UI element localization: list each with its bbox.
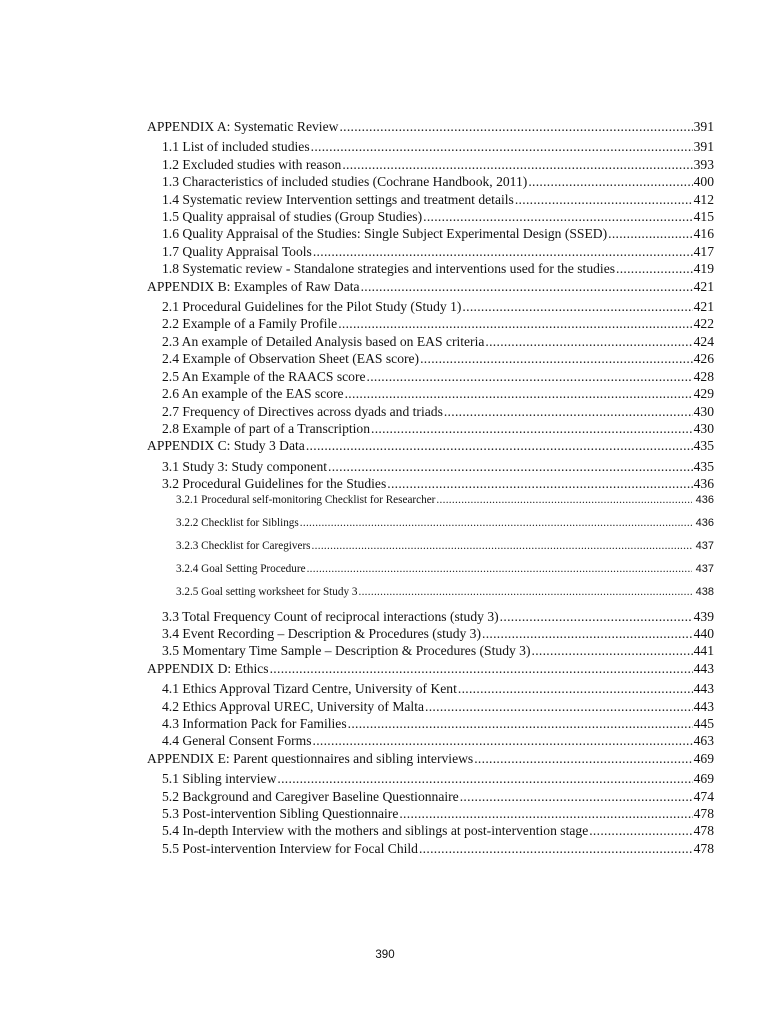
toc-entry-title: 2.1 Procedural Guidelines for the Pilot Study (Study 1) [162, 299, 462, 315]
toc-entry-page: 441 [693, 643, 714, 659]
toc-entry-page: 391 [693, 139, 714, 155]
toc-entry-page: 478 [693, 806, 714, 821]
dot-leader [482, 625, 693, 642]
toc-entry-page: 478 [693, 840, 714, 856]
toc-entry-title: 4.4 General Consent Forms [162, 733, 312, 749]
toc-entry-title: 3.2 Procedural Guidelines for the Studies [162, 476, 387, 492]
dot-leader [528, 173, 692, 190]
toc-entry-page: 421 [693, 299, 714, 315]
toc-section-entry [147, 333, 714, 350]
toc-appendix-heading [147, 750, 714, 767]
toc-section-entry [147, 625, 714, 642]
toc-entry-page: 439 [693, 608, 714, 624]
toc-entry-title: APPENDIX E: Parent questionnaires and sibling interviews [147, 750, 474, 766]
dot-leader [387, 475, 692, 492]
toc-entry-page: 430 [693, 403, 714, 419]
toc-entry-page: 412 [693, 191, 714, 207]
toc-appendix-heading [147, 118, 714, 135]
toc-subsection-entry [147, 516, 714, 530]
toc-section-entry [147, 173, 714, 190]
dot-leader [306, 437, 693, 454]
toc-section-entry [147, 420, 714, 437]
dot-leader [277, 770, 692, 787]
dot-leader [348, 715, 693, 732]
toc-entry-title: 1.8 Systematic review - Standalone strategies and interventions used for the studies [162, 261, 616, 277]
dot-leader [399, 805, 692, 822]
toc-section-entry [147, 156, 714, 173]
toc-entry-title: 1.1 List of included studies [162, 139, 310, 155]
toc-entry-title: 2.2 Example of a Family Profile [162, 316, 338, 332]
toc-entry-title: 5.3 Post-intervention Sibling Questionnaire [162, 806, 399, 821]
page-number: 390 [375, 949, 395, 961]
toc-entry-title: APPENDIX C: Study 3 Data [147, 438, 305, 454]
toc-entry-page: 435 [693, 458, 714, 474]
dot-leader [270, 660, 693, 677]
toc-entry-page: 428 [693, 368, 714, 384]
toc-appendix-heading [147, 278, 714, 295]
toc-entry-title: 2.8 Example of part of a Transcription [162, 420, 371, 436]
toc-entry-page: 474 [693, 788, 714, 804]
toc-section-entry [147, 138, 714, 155]
toc-entry-page: 417 [693, 243, 714, 259]
dot-leader [500, 608, 693, 625]
toc-section-entry [147, 608, 714, 625]
toc-section-entry [147, 822, 714, 839]
dot-leader [485, 333, 692, 350]
toc-entry-page: 443 [693, 681, 714, 697]
dot-leader [444, 403, 693, 420]
toc-entry-title: 2.5 An Example of the RAACS score [162, 368, 366, 384]
toc-section-entry [147, 385, 714, 402]
toc-entry-page: 393 [693, 156, 714, 172]
dot-leader [458, 680, 693, 697]
toc-entry-title: 1.4 Systematic review Intervention settings and treatment details [162, 191, 514, 207]
toc-entry-page: 440 [693, 625, 714, 641]
dot-leader [474, 750, 692, 767]
toc-entry-title: 1.3 Characteristics of included studies (Cochrane Handbook, 2011) [162, 174, 528, 190]
toc-entry-page: 478 [693, 823, 714, 839]
toc-section-entry [147, 642, 714, 659]
toc-entry-title: 3.1 Study 3: Study component [162, 458, 328, 474]
toc-entry-title: 3.2.5 Goal setting worksheet for Study 3 [176, 585, 358, 598]
toc-entry-page: 445 [693, 715, 714, 731]
toc-entry-page: 463 [693, 733, 714, 749]
toc-entry-page: 436 [695, 516, 714, 529]
toc-section-entry [147, 805, 714, 822]
dot-leader [423, 208, 692, 225]
dot-leader [345, 385, 693, 402]
toc-entry-title: 5.4 In-depth Interview with the mothers and siblings at post-intervention stage [162, 823, 589, 839]
dot-leader [608, 225, 692, 242]
dot-leader [358, 585, 691, 599]
toc-subsection-entry [147, 562, 714, 576]
toc-entry-title: 1.7 Quality Appraisal Tools [162, 243, 312, 259]
toc-section-entry [147, 260, 714, 277]
dot-leader [419, 840, 693, 857]
dot-leader [313, 732, 693, 749]
dot-leader [311, 138, 693, 155]
toc-section-entry [147, 368, 714, 385]
dot-leader [616, 260, 693, 277]
table-of-contents [147, 118, 714, 857]
toc-entry-title: APPENDIX B: Examples of Raw Data [147, 278, 360, 294]
toc-appendix-heading [147, 660, 714, 677]
toc-section-entry [147, 403, 714, 420]
toc-entry-page: 424 [693, 333, 714, 349]
toc-entry-page: 391 [693, 119, 714, 134]
toc-section-entry [147, 298, 714, 315]
toc-entry-page: 438 [695, 585, 714, 598]
toc-section-entry [147, 225, 714, 242]
dot-leader [436, 493, 691, 507]
toc-entry-page: 435 [693, 438, 714, 454]
toc-entry-title: APPENDIX D: Ethics [147, 660, 269, 676]
toc-section-entry [147, 840, 714, 857]
toc-section-entry [147, 243, 714, 260]
toc-subsection-entry [147, 539, 714, 553]
toc-entry-page: 422 [693, 316, 714, 332]
toc-entry-title: 2.3 An example of Detailed Analysis based on EAS criteria [162, 333, 485, 349]
toc-entry-title: 2.4 Example of Observation Sheet (EAS score) [162, 351, 420, 367]
toc-section-entry [147, 788, 714, 805]
toc-entry-title: 2.7 Frequency of Directives across dyads and triads [162, 403, 443, 419]
toc-entry-page: 469 [693, 771, 714, 787]
toc-entry-page: 416 [693, 226, 714, 242]
toc-entry-page: 437 [695, 562, 714, 575]
toc-entry-title: 3.5 Momentary Time Sample – Description & Procedures (Study 3) [162, 643, 531, 659]
dot-leader [367, 368, 693, 385]
toc-section-entry [147, 770, 714, 787]
toc-entry-title: 5.2 Background and Caregiver Baseline Questionnaire [162, 788, 459, 804]
toc-section-entry [147, 458, 714, 475]
toc-entry-title: 5.5 Post-intervention Interview for Focal Child [162, 840, 418, 856]
dot-leader [313, 243, 693, 260]
toc-entry-title: 4.2 Ethics Approval UREC, University of Malta [162, 698, 425, 714]
dot-leader [328, 458, 693, 475]
toc-appendix-heading [147, 437, 714, 454]
toc-entry-title: 3.2.1 Procedural self-monitoring Checklist for Researcher [176, 493, 436, 506]
toc-entry-page: 437 [695, 539, 714, 552]
dot-leader [515, 191, 693, 208]
toc-subsection-entry [147, 585, 714, 599]
toc-section-entry [147, 698, 714, 715]
dot-leader [420, 350, 693, 367]
toc-section-entry [147, 475, 714, 492]
toc-entry-page: 419 [693, 261, 714, 277]
dot-leader [462, 298, 692, 315]
toc-entry-page: 400 [693, 174, 714, 190]
toc-entry-title: 2.6 An example of the EAS score [162, 386, 344, 402]
toc-section-entry [147, 350, 714, 367]
toc-section-entry [147, 208, 714, 225]
dot-leader [532, 642, 693, 659]
toc-entry-title: 1.2 Excluded studies with reason [162, 156, 342, 172]
toc-entry-page: 429 [693, 386, 714, 402]
toc-entry-page: 436 [695, 493, 714, 506]
dot-leader [342, 156, 692, 173]
toc-section-entry [147, 715, 714, 732]
toc-entry-title: 5.1 Sibling interview [162, 771, 277, 787]
toc-entry-page: 443 [693, 660, 714, 676]
toc-entry-page: 415 [693, 209, 714, 225]
toc-entry-title: 1.6 Quality Appraisal of the Studies: Single Subject Experimental Design (SSED) [162, 226, 608, 242]
toc-entry-title: 3.3 Total Frequency Count of reciprocal interactions (study 3) [162, 608, 499, 624]
toc-entry-title: 3.4 Event Recording – Description & Procedures (study 3) [162, 625, 482, 641]
toc-entry-title: 4.3 Information Pack for Families [162, 715, 347, 731]
toc-entry-title: 1.5 Quality appraisal of studies (Group Studies) [162, 209, 423, 225]
toc-entry-page: 443 [693, 698, 714, 714]
dot-leader [307, 562, 692, 576]
toc-entry-page: 426 [693, 351, 714, 367]
toc-entry-page: 436 [693, 476, 714, 492]
dot-leader [589, 822, 692, 839]
dot-leader [339, 118, 692, 135]
dot-leader [338, 315, 692, 332]
toc-entry-page: 469 [693, 750, 714, 766]
dot-leader [300, 516, 692, 530]
toc-section-entry [147, 732, 714, 749]
toc-entry-page: 421 [693, 278, 714, 294]
dot-leader [425, 698, 693, 715]
toc-entry-title: APPENDIX A: Systematic Review [147, 119, 339, 134]
dot-leader [312, 539, 692, 553]
toc-section-entry [147, 680, 714, 697]
toc-section-entry [147, 191, 714, 208]
toc-entry-title: 3.2.2 Checklist for Siblings [176, 516, 299, 529]
toc-entry-title: 3.2.3 Checklist for Caregivers [176, 539, 311, 552]
toc-subsection-entry [147, 493, 714, 507]
toc-entry-title: 3.2.4 Goal Setting Procedure [176, 562, 306, 575]
dot-leader [460, 788, 693, 805]
toc-entry-page: 430 [693, 420, 714, 436]
dot-leader [361, 278, 693, 295]
toc-entry-title: 4.1 Ethics Approval Tizard Centre, University of Kent [162, 681, 457, 697]
toc-section-entry [147, 315, 714, 332]
dot-leader [371, 420, 693, 437]
